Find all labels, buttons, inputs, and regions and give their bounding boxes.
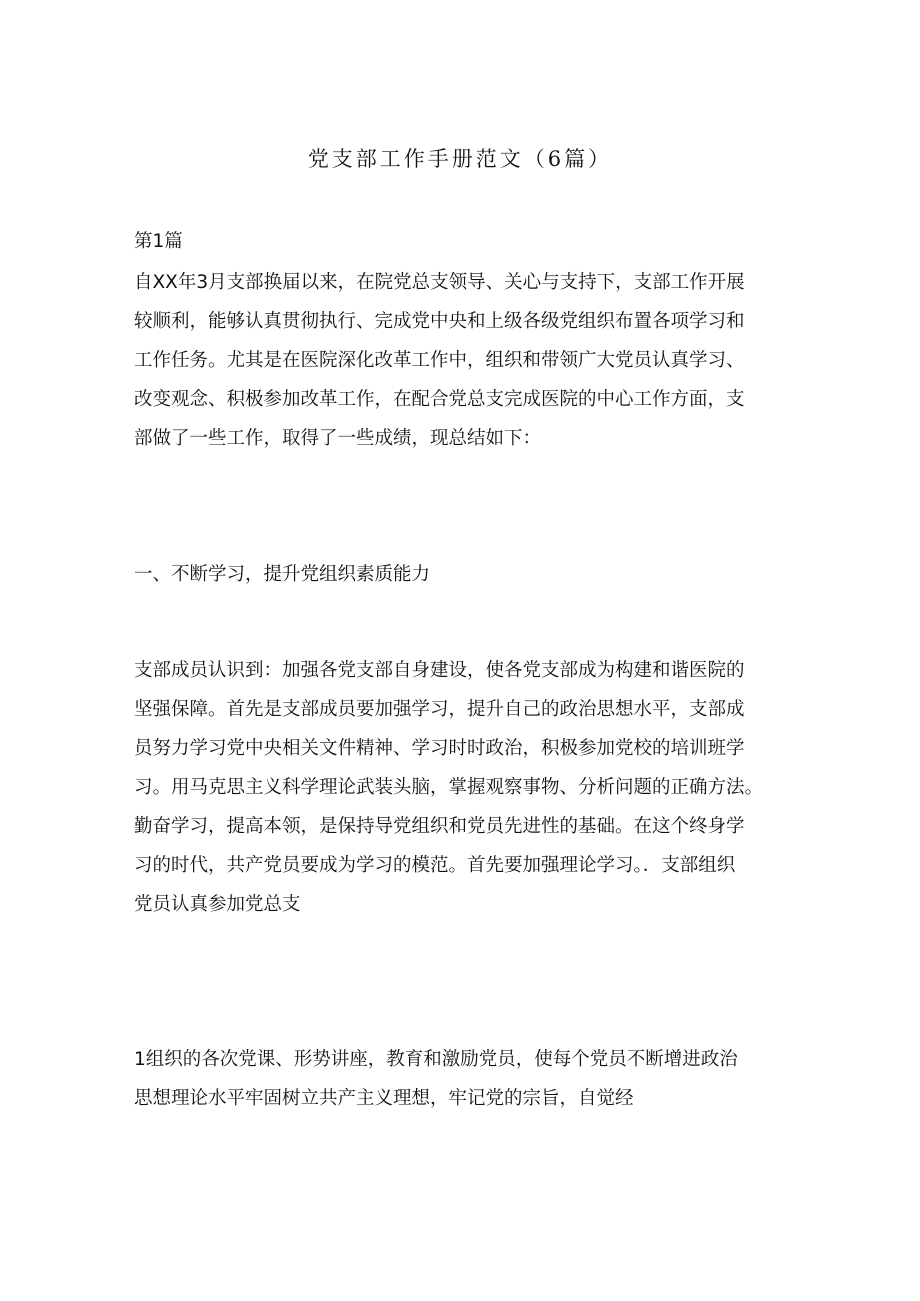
paragraph-line: 工作任务。尤其是在医院深化改革工作中，组织和带领广大党员认真学习、: [134, 350, 745, 371]
paragraph-line: 1组织的各次党课、形势讲座，教育和激励党员，使每个党员不断增进政治: [134, 1049, 738, 1070]
section-heading: 一、不断学习，提升党组织素质能力: [134, 564, 431, 585]
paragraph-line: 部做了一些工作，取得了一些成绩，现总结如下：: [134, 428, 542, 449]
paragraph-line: 较顺利，能够认真贯彻执行、完成党中央和上级各级党组织布置各项学习和: [134, 311, 745, 332]
paragraph-line: 支部成员认识到：加强各党支部自身建设，使各党支部成为构建和谐医院的: [134, 660, 745, 681]
paragraph-lectures: [134, 1040, 794, 1118]
chapter-label: 第1篇: [134, 231, 183, 252]
paragraph-line: 坚强保障。首先是支部成员要加强学习，提升自己的政治思想水平，支部成: [134, 699, 745, 720]
paragraph-line: 思想理论水平牢固树立共产主义理想，牢记党的宗旨，自觉经: [134, 1088, 634, 1109]
paragraph-line: 员努力学习党中央相关文件精神、学习时时政治，积极参加党校的培训班学: [134, 738, 745, 759]
paragraph-study: [134, 651, 794, 924]
paragraph-intro: [134, 263, 794, 458]
page-title: 党支部工作手册范文（6篇）: [307, 147, 613, 171]
paragraph-line: 自XX年3月支部换届以来，在院党总支领导、关心与支持下，支部工作开展: [134, 272, 745, 293]
paragraph-line: 改变观念、积极参加改革工作，在配合党总支完成医院的中心工作方面，支: [134, 389, 745, 410]
paragraph-line: 勤奋学习，提高本领，是保持导党组织和党员先进性的基础。在这个终身学: [134, 816, 745, 837]
paragraph-line: 党员认真参加党总支: [134, 894, 301, 915]
paragraph-line: 习的时代，共产党员要成为学习的模范。首先要加强理论学习。．支部组织: [134, 855, 736, 876]
paragraph-line: 习。用马克思主义科学理论武装头脑，掌握观察事物、分析问题的正确方法。: [134, 777, 764, 798]
